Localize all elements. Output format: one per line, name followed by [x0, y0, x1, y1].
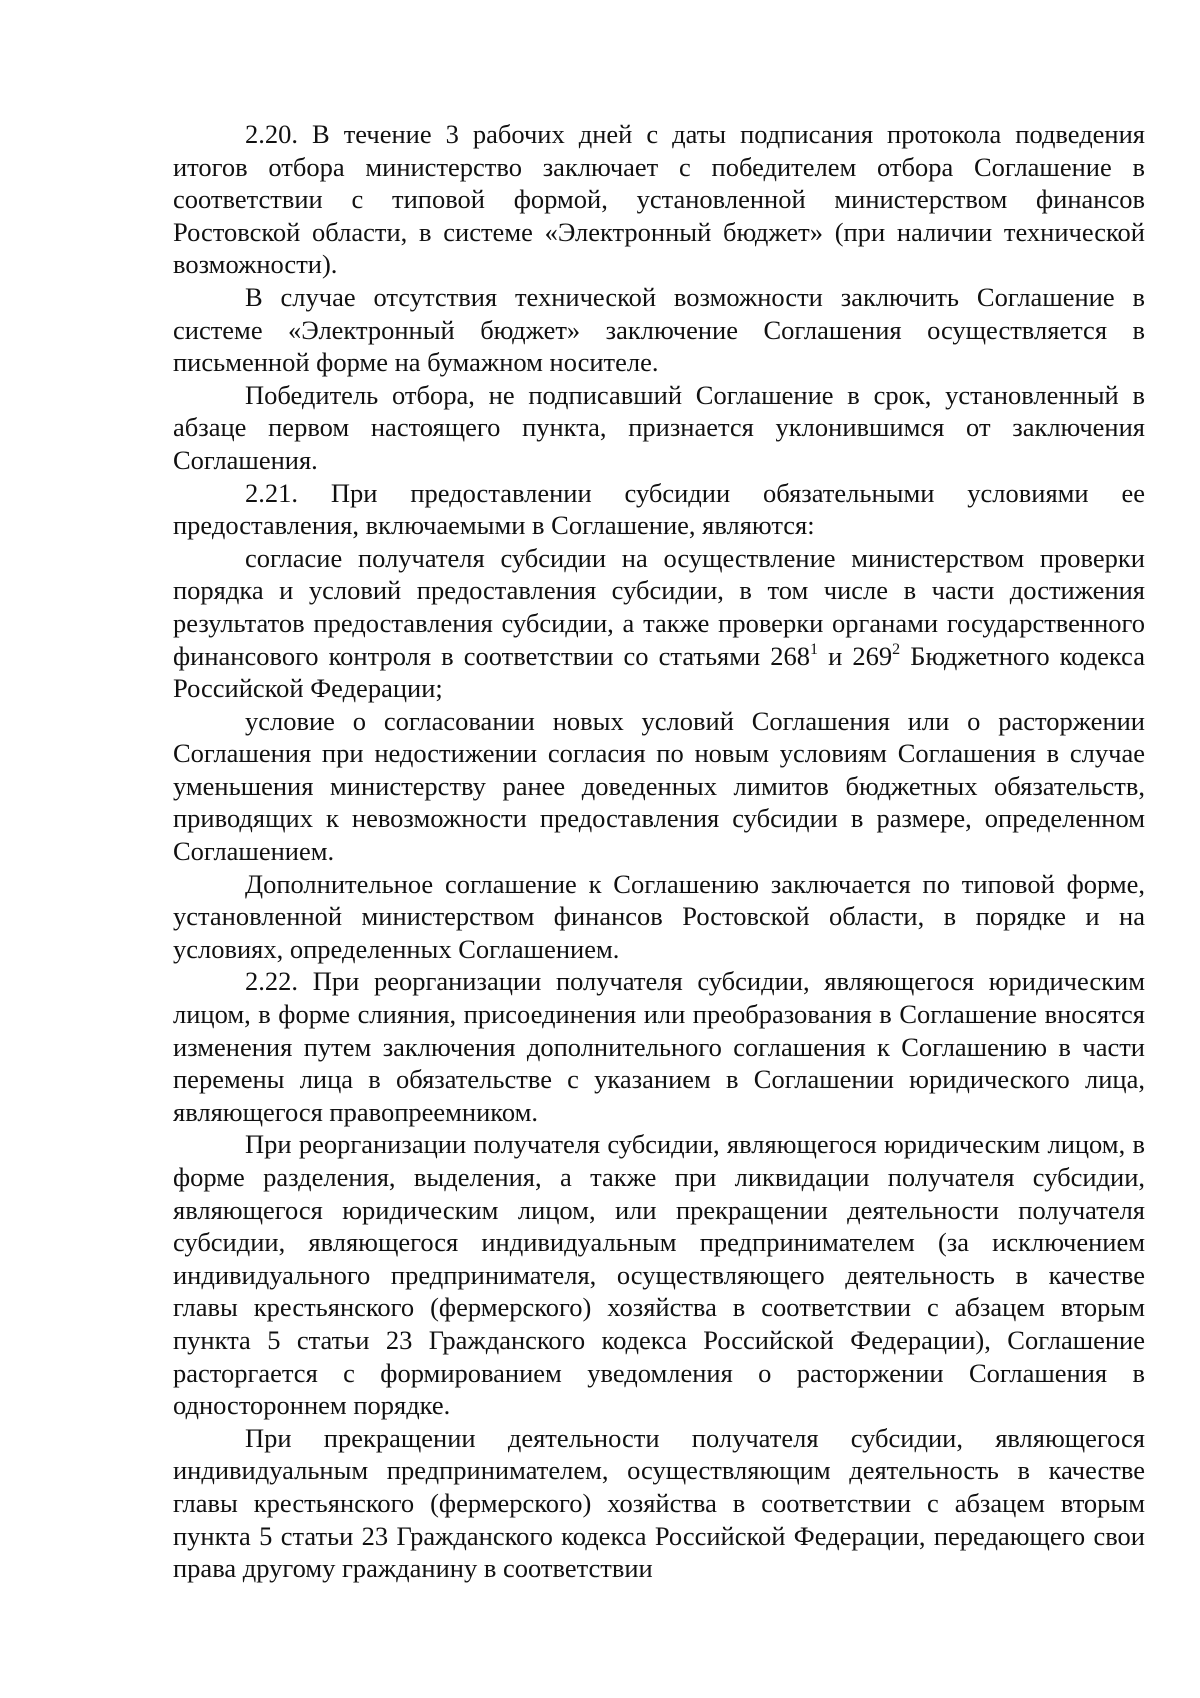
paragraph-2-22: 2.22. При реорганизации получателя субсидии, являющегося юридическим лицом, в форме слияния, присоединения или преобразования в Соглашение вносятся изменения путем заключения дополнительного соглашения к Соглашению в части перемены лица в обязательстве с указанием в Соглашении юридического лица, являющегося правопреемником.: [173, 966, 1145, 1127]
paragraph-reorganization-termination: При реорганизации получателя субсидии, являющегося юридическим лицом, в форме разделения, выделения, а также при ликвидации получателя субсидии, являющегося юридическим лицом, или прекращении деятельности получателя субсидии, являющегося индивидуальным предпринимателем (за исключением индивидуального предпринимателя, осуществляющего деятельность в качестве главы крестьянского (фермерского) хозяйства в соответствии с абзацем вторым пункта 5 статьи 23 Гражданского кодекса Российской Федерации), Соглашение расторгается с формированием уведомления о расторжении Соглашения в одностороннем порядке.: [173, 1129, 1145, 1421]
paragraph-2-20: 2.20. В течение 3 рабочих дней с даты подписания протокола подведения итогов отбора министерство заключает с победителем отбора Соглашение в соответствии с типовой формой, установленной министерством финансов Ростовской области, в системе «Электронный бюджет» (при наличии технической возможности).: [173, 119, 1145, 280]
paragraph-new-conditions: условие о согласовании новых условий Соглашения или о расторжении Соглашения при недостижении согласия по новым условиям Соглашения в случае уменьшения министерству ранее доведенных лимитов бюджетных обязательств, приводящих к невозможности предоставления субсидии в размере, определенном Соглашением.: [173, 705, 1145, 867]
paragraph-2-21: 2.21. При предоставлении субсидии обязательными условиями ее предоставления, включаемыми в Соглашение, являются:: [173, 477, 1145, 541]
paragraph-additional-agreement: Дополнительное соглашение к Соглашению заключается по типовой форме, установленной министерством финансов Ростовской области, в порядке и на условиях, определенных Соглашением.: [173, 868, 1145, 964]
paragraph-consent-inspection: [173, 542, 1145, 705]
superscript-269: 2: [892, 640, 901, 658]
superscript-268: 1: [810, 640, 819, 658]
document-page: [173, 118, 1145, 1585]
consent-text-part-c: Бюджетного кодекса Российской Федерации;: [173, 640, 1145, 704]
consent-text-part-a: согласие получателя субсидии на осуществление министерством проверки порядка и условий предоставления субсидии, в том числе в части достижения результатов предоставления субсидии, а также проверки органами государственного финансового контроля в соответствии со статьями 268: [173, 542, 1145, 671]
paragraph-no-technical-possibility: В случае отсутствия технической возможности заключить Соглашение в системе «Электронный бюджет» заключение Соглашения осуществляется в письменной форме на бумажном носителе.: [173, 281, 1145, 378]
consent-text-part-b: и 269: [818, 640, 893, 671]
paragraph-farm-head-termination: При прекращении деятельности получателя субсидии, являющегося индивидуальным предпринимателем, осуществляющим деятельность в качестве главы крестьянского (фермерского) хозяйства в соответствии с абзацем вторым пункта 5 статьи 23 Гражданского кодекса Российской Федерации, передающего свои права другому гражданину в соответствии: [173, 1422, 1145, 1584]
paragraph-winner-evasion: Победитель отбора, не подписавший Соглашение в срок, установленный в абзаце первом настоящего пункта, признается уклонившимся от заключения Соглашения.: [173, 379, 1145, 475]
